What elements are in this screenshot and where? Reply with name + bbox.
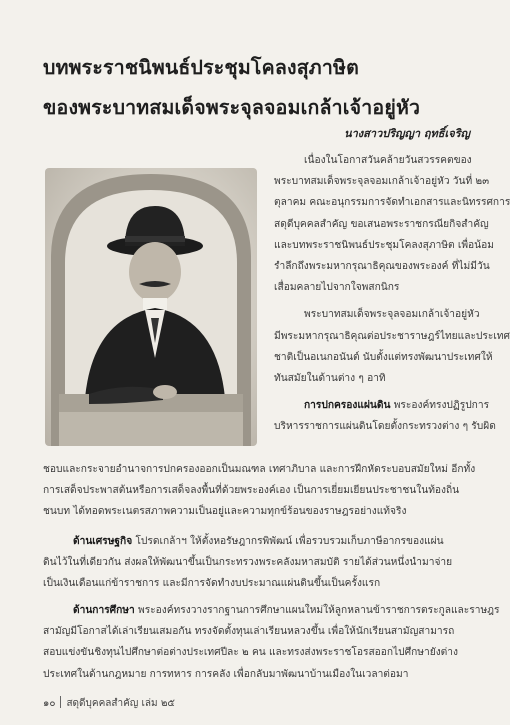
- footer-divider: [60, 696, 61, 708]
- title-line-1: บทพระราชนิพนธ์ประชุมโคลงสุภาษิต: [43, 56, 359, 79]
- section-heading-economy: ด้านเศรษฐกิจ: [73, 535, 133, 547]
- text-line: รำลึกถึงพระมหากรุณาธิคุณของพระองค์ ที่ไม่มีวัน: [274, 261, 490, 273]
- text-line: มีพระมหากรุณาธิคุณต่อประชาราษฎร์ไทยและประเทศ: [274, 330, 510, 342]
- text-line: ทันสมัยในด้านต่าง ๆ อาทิ: [274, 373, 386, 385]
- author-name: นางสาวปริญญา ฤทธิ์เจริญ: [344, 127, 470, 140]
- text-line: ตุลาคม คณะอนุกรรมการจัดทำเอกสารและนิทรรศการ: [274, 197, 510, 209]
- section-first-line: [43, 600, 500, 621]
- government-continued: [43, 459, 483, 523]
- text-line: สามัญมีโอกาสได้เล่าเรียนเสมอกัน ทรงจัดตั้งทุนเล่าเรียนหลวงขึ้น เพื่อให้นักเรียนสามัญสามารถ: [43, 626, 455, 638]
- text-line: ประเทศในด้านกฎหมาย การทหาร การคลัง เพื่อกลับมาพัฒนาบ้านเมืองในเวลาต่อมา: [43, 668, 409, 680]
- text-line: เสื่อมคลายไปจากใจพสกนิกร: [274, 282, 400, 294]
- text-line: ชนบท ได้ทอดพระเนตรสภาพความเป็นอยู่และความทุกข์ร้อนของราษฎรอย่างแท้จริง: [43, 506, 407, 518]
- text-line: เนื่องในโอกาสวันคล้ายวันสวรรคตของ: [304, 155, 472, 166]
- title-line-2: ของพระบาทสมเด็จพระจุลจอมเกล้าเจ้าอยู่หัว: [43, 96, 421, 119]
- section-heading-education: ด้านการศึกษา: [73, 604, 135, 616]
- text-line: สดุดีบุคคลสำคัญ ขอเสนอพระราชกรณียกิจสำคัญ: [274, 218, 489, 230]
- page-number: ๑๐: [43, 698, 56, 709]
- text-line: และบทพระราชนิพนธ์ประชุมโคลงสุภาษิต เพื่อน้อม: [274, 239, 494, 251]
- text-line: เป็นเงินเดือนแก่ข้าราชการ และมีการจัดทำงบประมาณแผ่นดินขึ้นเป็นครั้งแรก: [43, 578, 381, 590]
- text-line: โปรดเกล้าฯ ให้ตั้งหอรัษฎากรพิพัฒน์ เพื่อรวบรวมเก็บภาษีอากรของแผ่น: [132, 536, 444, 547]
- text-line: พระบาทสมเด็จพระจุลจอมเกล้าเจ้าอยู่หัว: [304, 309, 480, 321]
- education-paragraph: [43, 600, 500, 685]
- section-first-line: [274, 395, 490, 416]
- text-line: พระองค์ทรงปฏิรูปการ: [390, 400, 490, 412]
- economy-paragraph: [43, 531, 483, 595]
- text-line: ชาติเป็นอเนกอนันต์ นับตั้งแต่ทรงพัฒนาประเทศให้: [274, 351, 493, 363]
- publication-title: สดุดีบุคคลสำคัญ เล่ม ๒๕: [66, 698, 175, 709]
- text-line: พระองค์ทรงวางรากฐานการศึกษาแผนใหม่ให้ลูกหลานข้าราชการตระกูลและราษฎร: [134, 605, 500, 616]
- section-heading-government: การปกครองแผ่นดิน: [304, 399, 391, 412]
- text-line: ดินไว้ในที่เดียวกัน ส่งผลให้พัฒนาขึ้นเป็นกระทรวงพระคลังมหาสมบัติ รายได้ส่วนหนึ่งนำมาจ่าย: [43, 557, 453, 569]
- portrait-photo: [45, 168, 257, 446]
- text-line: การเสด็จประพาสต้นหรือการเสด็จลงพื้นที่ด้วยพระองค์เอง เป็นการเยี่ยมเยียนประชาชนในท้องถิ่น: [43, 485, 460, 497]
- text-line: พระบาทสมเด็จพระจุลจอมเกล้าเจ้าอยู่หัว วันที่ ๒๓: [274, 176, 490, 188]
- text-line: ชอบและกระจายอำนาจการปกครองออกเป็นมณฑล เทศาภิบาล และการฝึกหัดระบอบสมัยใหม่ อีกทั้ง: [43, 464, 476, 475]
- text-line: บริหารราชการแผ่นดินโดยตั้งกระทรวงต่าง ๆ รับผิด: [274, 421, 496, 433]
- page-footer: [43, 696, 175, 711]
- text-line: สอบแข่งขันชิงทุนไปศึกษาต่อต่างประเทศปีละ ๒ คน และทรงส่งพระราชโอรสออกไปศึกษายังต่าง: [43, 647, 458, 659]
- section-first-line: [43, 531, 483, 552]
- right-column-text: [274, 150, 510, 438]
